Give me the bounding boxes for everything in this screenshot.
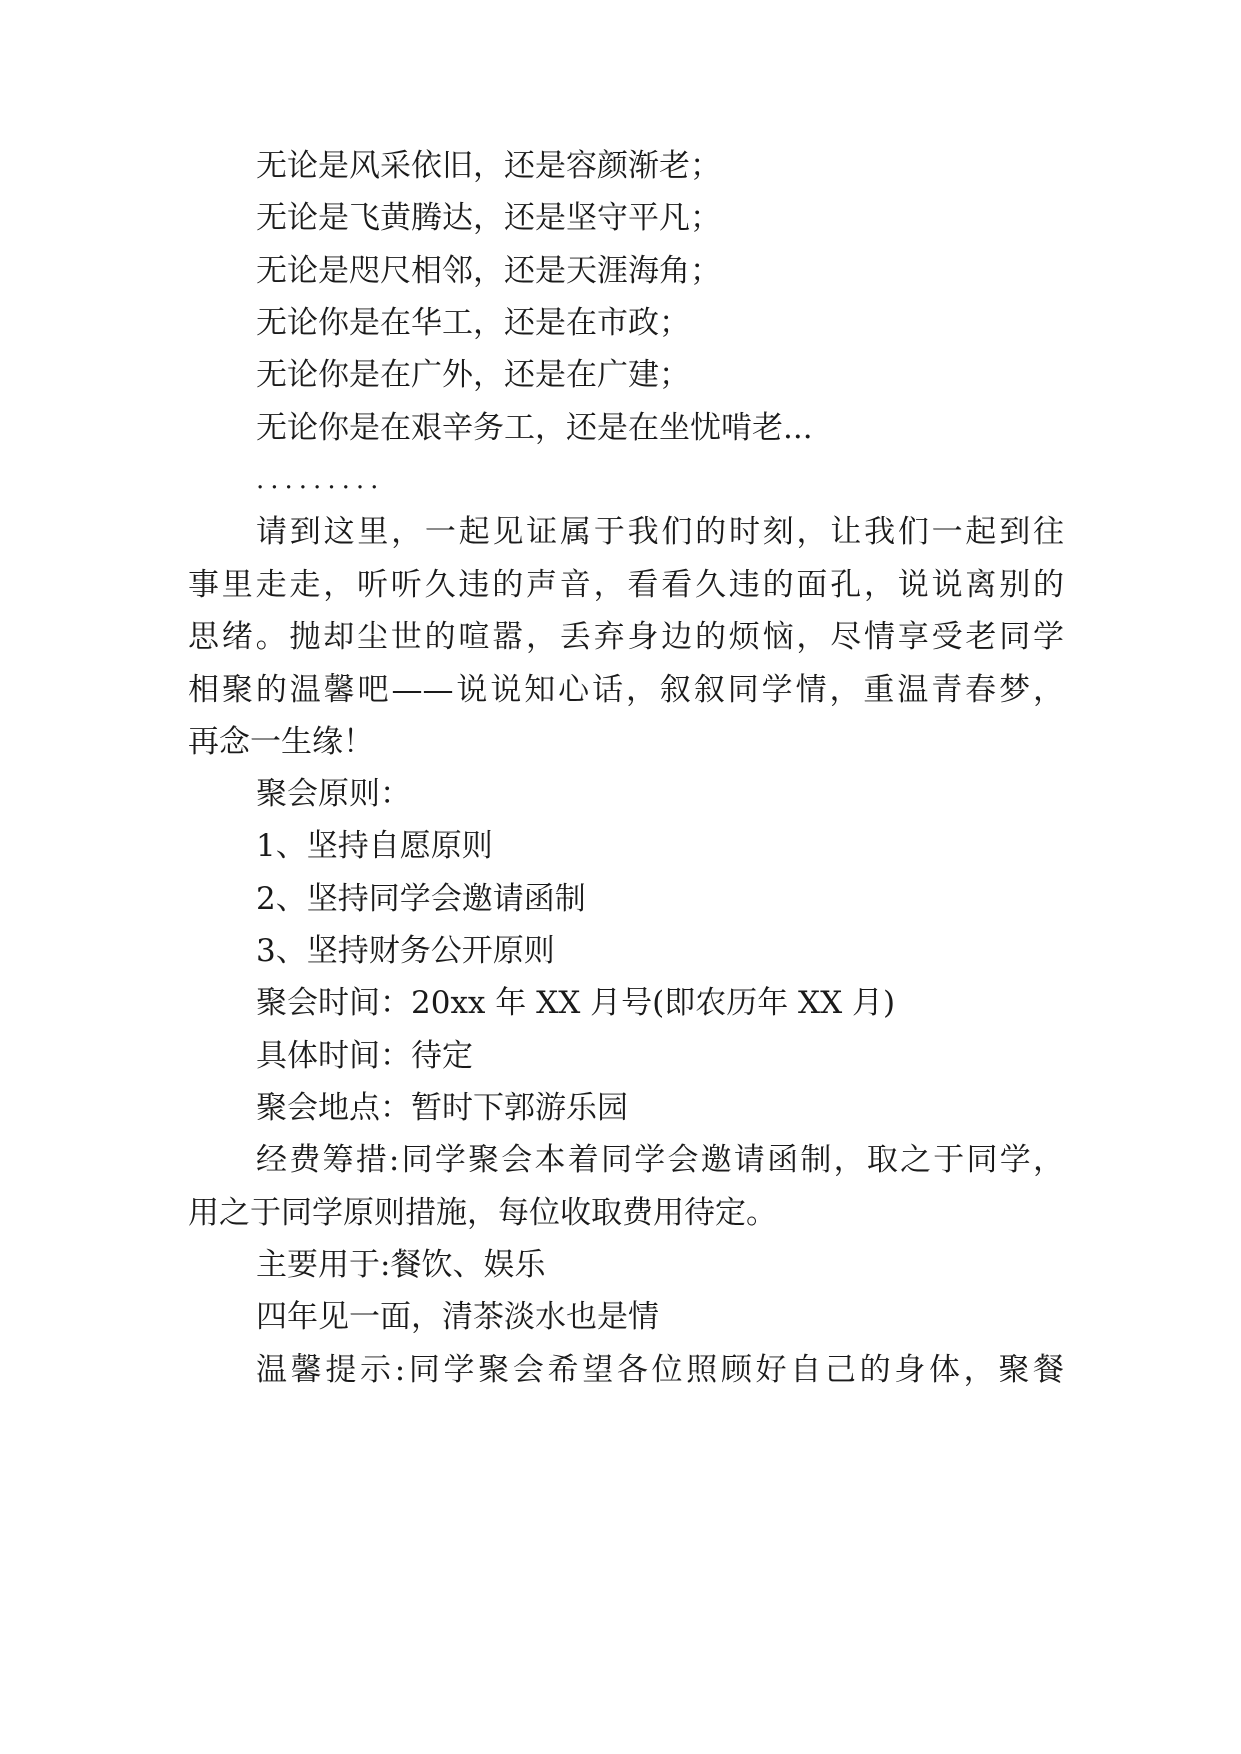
invitation-line-5: 再念一生缘！ (188, 724, 374, 760)
principle-item-2: 2、坚持同学会邀请函制 (256, 881, 586, 917)
poem-line-1: 无论是风采依旧，还是容颜渐老； (256, 148, 721, 184)
invitation-line-3: 思绪。抛却尘世的喧嚣，丢弃身边的烦恼，尽情享受老同学 (188, 619, 1064, 655)
specific-time: 具体时间：待定 (256, 1038, 473, 1074)
ellipsis-line: ......... (256, 465, 385, 495)
funding-line-1: 经费筹措:同学聚会本着同学会邀请函制，取之于同学， (256, 1142, 1064, 1178)
poem-line-2: 无论是飞黄腾达，还是坚守平凡； (256, 200, 721, 236)
meeting-time: 聚会时间：20xx 年 XX 月号(即农历年 XX 月) (256, 985, 896, 1021)
motto-line: 四年见一面，清茶淡水也是情 (256, 1299, 659, 1335)
poem-line-6: 无论你是在艰辛务工，还是在坐忧啃老... (256, 410, 813, 446)
poem-line-5: 无论你是在广外，还是在广建； (256, 357, 690, 393)
principle-item-1: 1、坚持自愿原则 (256, 828, 493, 864)
invitation-line-2: 事里走走，听听久违的声音，看看久违的面孔，说说离别的 (188, 567, 1064, 603)
poem-line-3: 无论是咫尺相邻，还是天涯海角； (256, 253, 721, 289)
invitation-line-4: 相聚的温馨吧——说说知心话，叙叙同学情，重温青春梦， (188, 672, 1064, 708)
invitation-line-1: 请到这里，一起见证属于我们的时刻，让我们一起到往 (256, 514, 1064, 550)
principle-item-3: 3、坚持财务公开原则 (256, 933, 555, 969)
usage-line: 主要用于:餐饮、娱乐 (256, 1247, 546, 1283)
poem-line-4: 无论你是在华工，还是在市政； (256, 305, 690, 341)
funding-line-2: 用之于同学原则措施，每位收取费用待定。 (188, 1195, 777, 1231)
tip-line: 温馨提示:同学聚会希望各位照顾好自己的身体，聚餐 (256, 1352, 1064, 1388)
principles-heading: 聚会原则： (256, 776, 411, 812)
meeting-location: 聚会地点：暂时下郭游乐园 (256, 1090, 628, 1126)
